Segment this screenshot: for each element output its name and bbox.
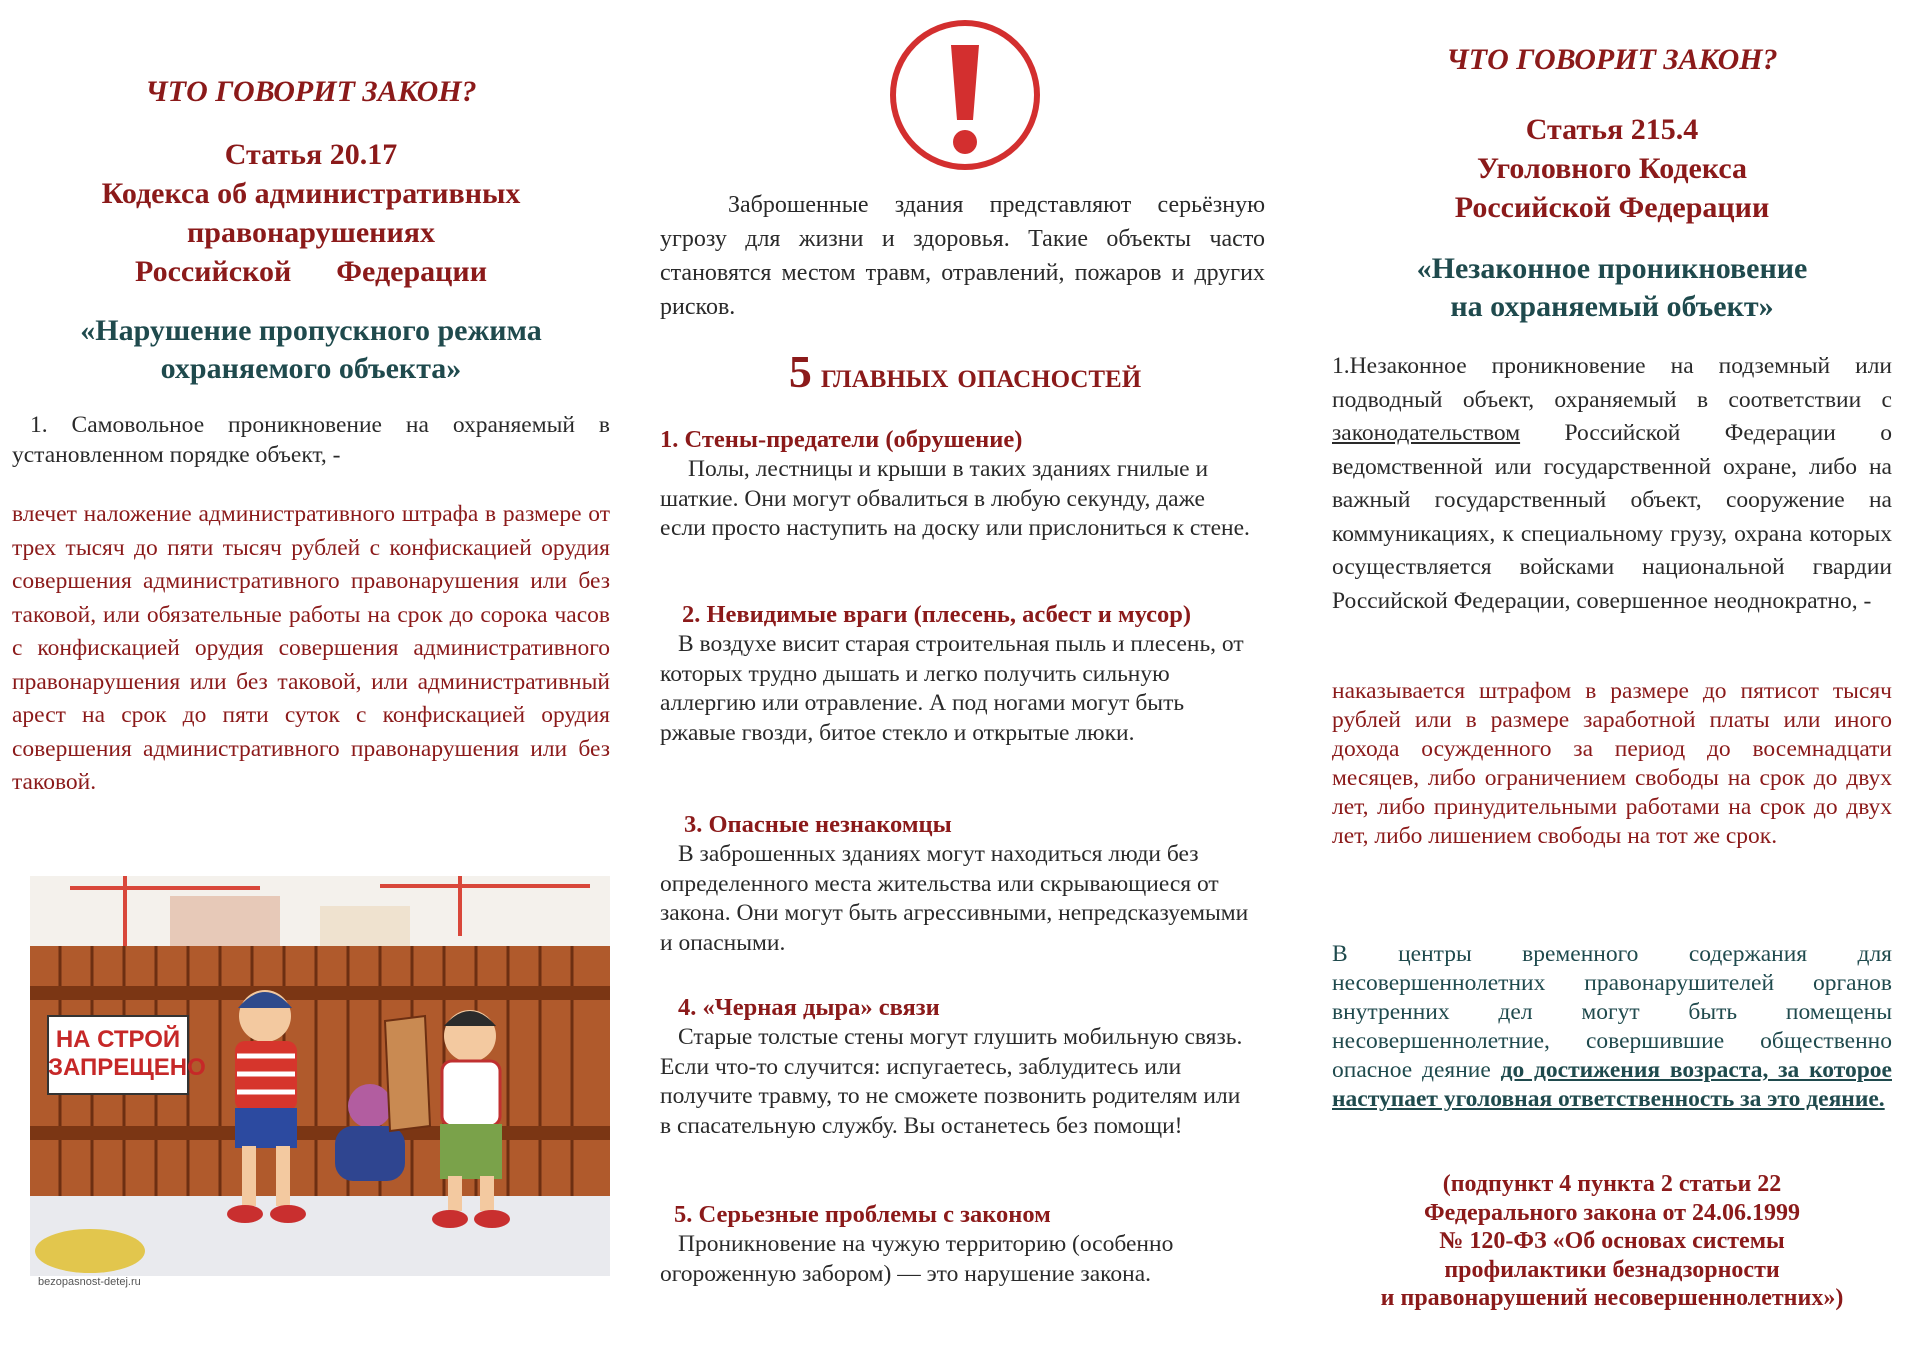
article-heading: [12, 135, 610, 291]
sign-line: НА СТРОЙ: [55, 1026, 181, 1053]
danger-title: 2. Невидимые враги (плесень, асбест и мусор): [682, 601, 1192, 628]
danger-item: [660, 425, 1250, 544]
article-name-line: «Нарушение пропускного режима: [80, 314, 542, 347]
danger-text: Полы, лестницы и крыши в таких зданиях гнилые и шаткие. Они могут обвалиться в любую секунду, даже если просто наступить на доску или прислониться к стене.: [660, 456, 1250, 541]
danger-title: 3. Опасные незнакомцы: [684, 811, 952, 838]
danger-title: 4. «Черная дыра» связи: [678, 994, 940, 1021]
sign-line: ЗАПРЕЩЕНО: [48, 1054, 206, 1081]
no-entry-sign: [48, 1026, 206, 1082]
article-line: Статья 215.4: [1525, 113, 1699, 146]
penalty-text: наказывается штрафом в размере до пятисот тысяч рублей или в размере заработной платы или иного дохода осужденного за период до восемнадцати месяцев, либо ограничением свободы на срок до двух лет, либо принудительными работами на срок до двух лет, либо лишением свободы на тот же срок.: [1332, 678, 1892, 849]
reference-line: Федерального закона от 24.06.1999: [1423, 1199, 1801, 1226]
danger-item: [660, 810, 1250, 958]
danger-text: Проникновение на чужую территорию (особенно огороженную забором) — это нарушение закона.: [660, 1231, 1174, 1287]
article-line: Кодекса об административных: [101, 177, 521, 210]
danger-text: В заброшенных зданиях могут находиться люди без определенного места жительства или скрывающиеся от закона. Они могут быть агрессивными, непредсказуемыми и опасными.: [660, 841, 1249, 956]
danger-item: [660, 1200, 1250, 1289]
exclamation-circle-icon: [885, 20, 1045, 170]
point-1-text-end: Российской Федерации о ведомственной или государственной охране, либо на важный государственный объект, сооружение на коммуникациях, к специальному грузу, охрана которых осуществляется войсками национальной гвардии Российской Федерации, совершенное неоднократно, -: [1332, 420, 1892, 614]
article-name: [1332, 250, 1892, 326]
point-1-text: 1.Незаконное проникновение на подземный или подводный объект, охраняемый в соответствии с: [1332, 353, 1892, 413]
article-name-line: охраняемого объекта»: [160, 352, 462, 385]
illustration-source-caption: bezopasnost-detej.ru: [38, 1276, 141, 1288]
article-heading: [1332, 110, 1892, 227]
dangers-title: главных опасностей: [811, 355, 1142, 395]
reference-line: (подпункт 4 пункта 2 статьи 22: [1442, 1171, 1782, 1197]
danger-title: 5. Серьезные проблемы с законом: [674, 1201, 1051, 1228]
article-line: Российской Федерации: [1454, 191, 1770, 224]
article-name: [12, 312, 610, 388]
danger-text: Старые толстые стены могут глушить мобильную связь. Если что-то случится: испугаетесь, заблудитесь или получите травму, то не сможете позвонить родителям или в спасательную службу. Вы останетесь без помощи!: [660, 1024, 1243, 1139]
detention-paragraph: [1332, 940, 1892, 1114]
reference-line: № 120-ФЗ «Об основах системы: [1439, 1228, 1785, 1254]
law-question-heading: ЧТО ГОВОРИТ ЗАКОН?: [145, 75, 477, 108]
danger-item: [660, 993, 1250, 1141]
danger-title: 1. Стены-предатели (обрушение): [660, 426, 1023, 453]
reference-line: профилактики безнадзорности: [1444, 1256, 1780, 1283]
dangers-heading: [660, 345, 1270, 398]
legal-reference: [1332, 1170, 1892, 1313]
danger-text: В воздухе висит старая строительная пыль и плесень, от которых трудно дышать и легко получить сильную аллергию или отравление. А под ногами могут быть ржавые гвозди, битое стекло и открытые люки.: [660, 631, 1244, 746]
article-name-line: на охраняемый объект»: [1450, 290, 1774, 323]
age-of-responsibility-link[interactable]: до достижения возраста, за которое наступает уголовная ответственность за это деяние.: [1332, 1057, 1892, 1112]
detention-text: В центры временного содержания для несовершеннолетних правонарушителей органов внутренних дел могут быть помещены несовершеннолетние, совершившие общественно опасное деяние: [1332, 941, 1892, 1083]
dangers-number: 5: [788, 346, 812, 397]
legislation-link[interactable]: законодательством: [1332, 420, 1521, 446]
intro-paragraph: Заброшенные здания представляют серьёзную угрозу для жизни и здоровья. Такие объекты часто становятся местом травм, отравлений, пожаров и других рисков.: [660, 192, 1265, 320]
danger-item: [660, 600, 1250, 748]
penalty-text: влечет наложение административного штрафа в размере от трех тысяч до пяти тысяч рублей с конфискацией орудия совершения административного правонарушения или без таковой, или обязательные работы на срок до сорока часов с конфискацией орудия совершения административного правонарушения или без таковой, или административный арест на срок до пяти суток с конфискацией орудия совершения административного правонарушения или без таковой.: [12, 501, 610, 795]
article-line: Статья 20.17: [224, 138, 398, 171]
reference-line: и правонарушений несовершеннолетних»): [1380, 1285, 1844, 1311]
article-line: Российской Федерации: [135, 255, 487, 288]
article-name-line: «Незаконное проникновение: [1416, 252, 1808, 285]
article-line: Уголовного Кодекса: [1476, 152, 1748, 185]
children-at-construction-fence-illustration: [30, 876, 610, 1276]
article-point-1: 1. Самовольное проникновение на охраняемый в установленном порядке объект, -: [12, 412, 610, 468]
article-point-1: [1332, 350, 1892, 618]
article-line: правонарушениях: [187, 216, 435, 249]
law-question-heading: ЧТО ГОВОРИТ ЗАКОН?: [1446, 43, 1778, 76]
